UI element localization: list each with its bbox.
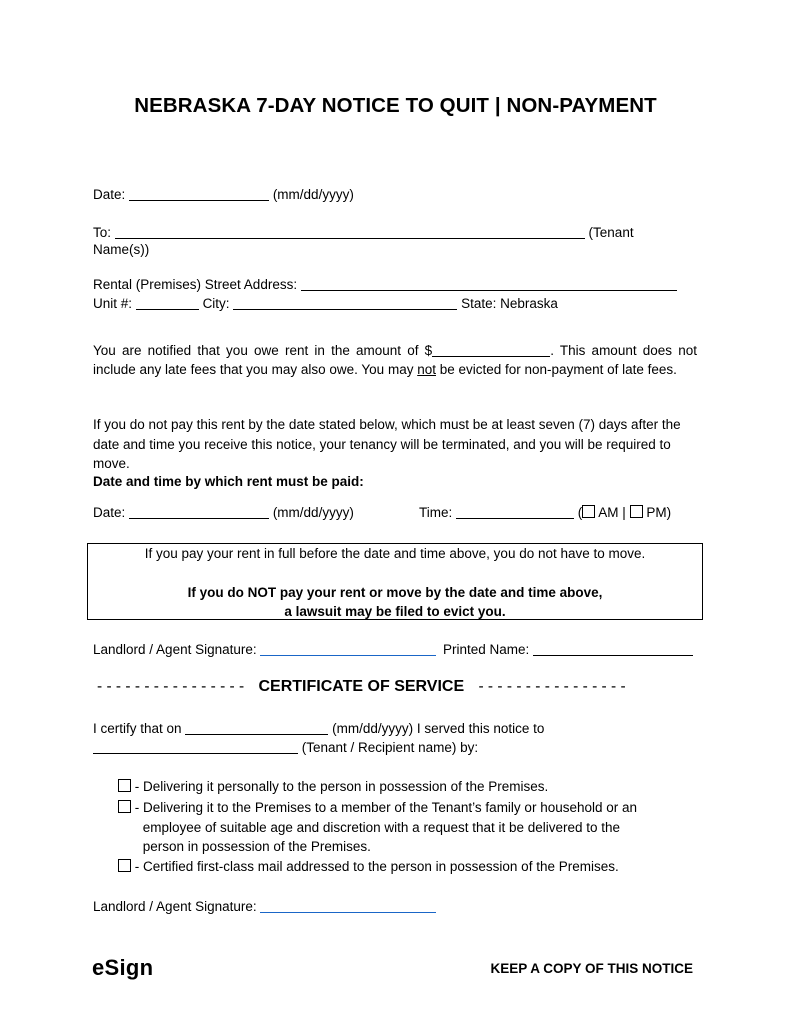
landlord-signature-field[interactable] bbox=[260, 642, 436, 656]
am-checkbox[interactable] bbox=[582, 505, 595, 518]
recipient-name-field[interactable] bbox=[93, 740, 298, 754]
document-title: NEBRASKA 7-DAY NOTICE TO QUIT | NON-PAYMENT bbox=[134, 94, 657, 117]
deadline-date-row bbox=[93, 504, 354, 522]
notice-warning bbox=[88, 583, 702, 621]
rent-paragraph bbox=[93, 341, 697, 379]
printed-name-field[interactable] bbox=[533, 642, 693, 656]
unit-city-row bbox=[93, 295, 558, 313]
tenant-names-hint: (Tenant bbox=[588, 225, 634, 240]
deadline-date-label: Date: bbox=[93, 505, 126, 520]
to-label: To: bbox=[93, 225, 112, 240]
notice-box bbox=[87, 543, 703, 620]
deadline-time-row bbox=[419, 504, 671, 522]
rent-text-3: be evicted for non-payment of late fees. bbox=[435, 362, 677, 377]
pm-checkbox[interactable] bbox=[630, 505, 643, 518]
printed-name-label: Printed Name: bbox=[443, 642, 530, 657]
deadline-heading: Date and time by which rent must be paid: bbox=[93, 474, 364, 489]
city-field[interactable] bbox=[233, 296, 457, 310]
option-text-line-3: person in possession of the Premises. bbox=[142, 839, 371, 854]
paren-open: ( bbox=[577, 505, 583, 520]
service-option-mail bbox=[118, 857, 619, 877]
service-option-personal bbox=[118, 777, 548, 797]
date-row bbox=[93, 186, 354, 204]
rent-not-emphasis: not bbox=[417, 362, 436, 377]
esign-logo: eSign bbox=[92, 955, 154, 980]
certify-label: I certify that on bbox=[93, 721, 182, 736]
option-text-line-2: employee of suitable age and discretion with a request that it be delivered to the bbox=[142, 819, 621, 835]
am-label: AM | bbox=[598, 505, 626, 520]
address-label: Rental (Premises) Street Address: bbox=[93, 277, 298, 292]
deadline-time-label: Time: bbox=[419, 505, 453, 520]
personal-delivery-checkbox[interactable] bbox=[118, 779, 131, 792]
recipient-hint: (Tenant / Recipient name) by: bbox=[301, 740, 479, 755]
landlord-signature-row bbox=[93, 641, 436, 659]
certify-row bbox=[93, 720, 544, 738]
to-row bbox=[93, 224, 634, 242]
printed-name-row bbox=[443, 641, 693, 659]
certify-format: (mm/dd/yyyy) I served this notice to bbox=[332, 721, 545, 736]
city-label: City: bbox=[202, 296, 230, 311]
certificate-signature-field[interactable] bbox=[260, 899, 436, 913]
option-text-line-1: - Delivering it to the Premises to a member of the Tenant’s family or household or an bbox=[134, 800, 638, 815]
address-field[interactable] bbox=[301, 277, 677, 291]
certificate-heading-row bbox=[97, 678, 697, 696]
mail-delivery-checkbox[interactable] bbox=[118, 859, 131, 872]
date-field[interactable] bbox=[129, 187, 269, 201]
deadline-time-field[interactable] bbox=[456, 505, 574, 519]
keep-copy-notice: KEEP A COPY OF THIS NOTICE bbox=[490, 961, 693, 976]
date-format-hint: (mm/dd/yyyy) bbox=[272, 187, 354, 202]
date-label: Date: bbox=[93, 187, 126, 202]
dashes-left: - - - - - - - - - - - - - - - - bbox=[97, 678, 245, 695]
service-option-household bbox=[118, 798, 637, 857]
option-text: - Certified first-class mail addressed to the person in possession of the Premises. bbox=[134, 859, 619, 874]
unit-field[interactable] bbox=[136, 296, 199, 310]
certificate-signature-row bbox=[93, 898, 436, 916]
notice-line-3: a lawsuit may be filed to evict you. bbox=[284, 604, 506, 619]
termination-paragraph: If you do not pay this rent by the date stated below, which must be at least seven (7) days after the date and time you receive this notice, your tenancy will be terminated, and you will be required to move. bbox=[93, 417, 681, 471]
rent-text-1: You are notified that you owe rent in the amount of $ bbox=[93, 343, 433, 358]
certificate-heading: CERTIFICATE OF SERVICE bbox=[258, 678, 465, 695]
tenant-names-hint-2: Name(s)) bbox=[93, 242, 150, 257]
service-date-field[interactable] bbox=[185, 721, 328, 735]
unit-label: Unit #: bbox=[93, 296, 133, 311]
rent-amount-field[interactable] bbox=[432, 343, 550, 357]
dashes-right: - - - - - - - - - - - - - - - - bbox=[478, 678, 626, 695]
certificate-signature-label: Landlord / Agent Signature: bbox=[93, 899, 257, 914]
rent-text-2: . This amount does not include any late fees that you may also owe. You may bbox=[93, 343, 697, 377]
household-delivery-checkbox[interactable] bbox=[118, 800, 131, 813]
notice-line-2: If you do NOT pay your rent or move by the date and time above, bbox=[187, 585, 603, 600]
option-text bbox=[135, 798, 637, 857]
deadline-date-field[interactable] bbox=[129, 505, 269, 519]
address-row bbox=[93, 276, 677, 294]
landlord-signature-label: Landlord / Agent Signature: bbox=[93, 642, 257, 657]
state-text: State: Nebraska bbox=[461, 296, 558, 311]
notice-line-1: If you pay your rent in full before the date and time above, you do not have to move. bbox=[144, 546, 646, 561]
tenant-names-field[interactable] bbox=[115, 225, 585, 239]
deadline-date-format: (mm/dd/yyyy) bbox=[272, 505, 354, 520]
recipient-row bbox=[93, 739, 478, 757]
pm-label: PM) bbox=[646, 505, 672, 520]
option-text: - Delivering it personally to the person in possession of the Premises. bbox=[134, 779, 549, 794]
